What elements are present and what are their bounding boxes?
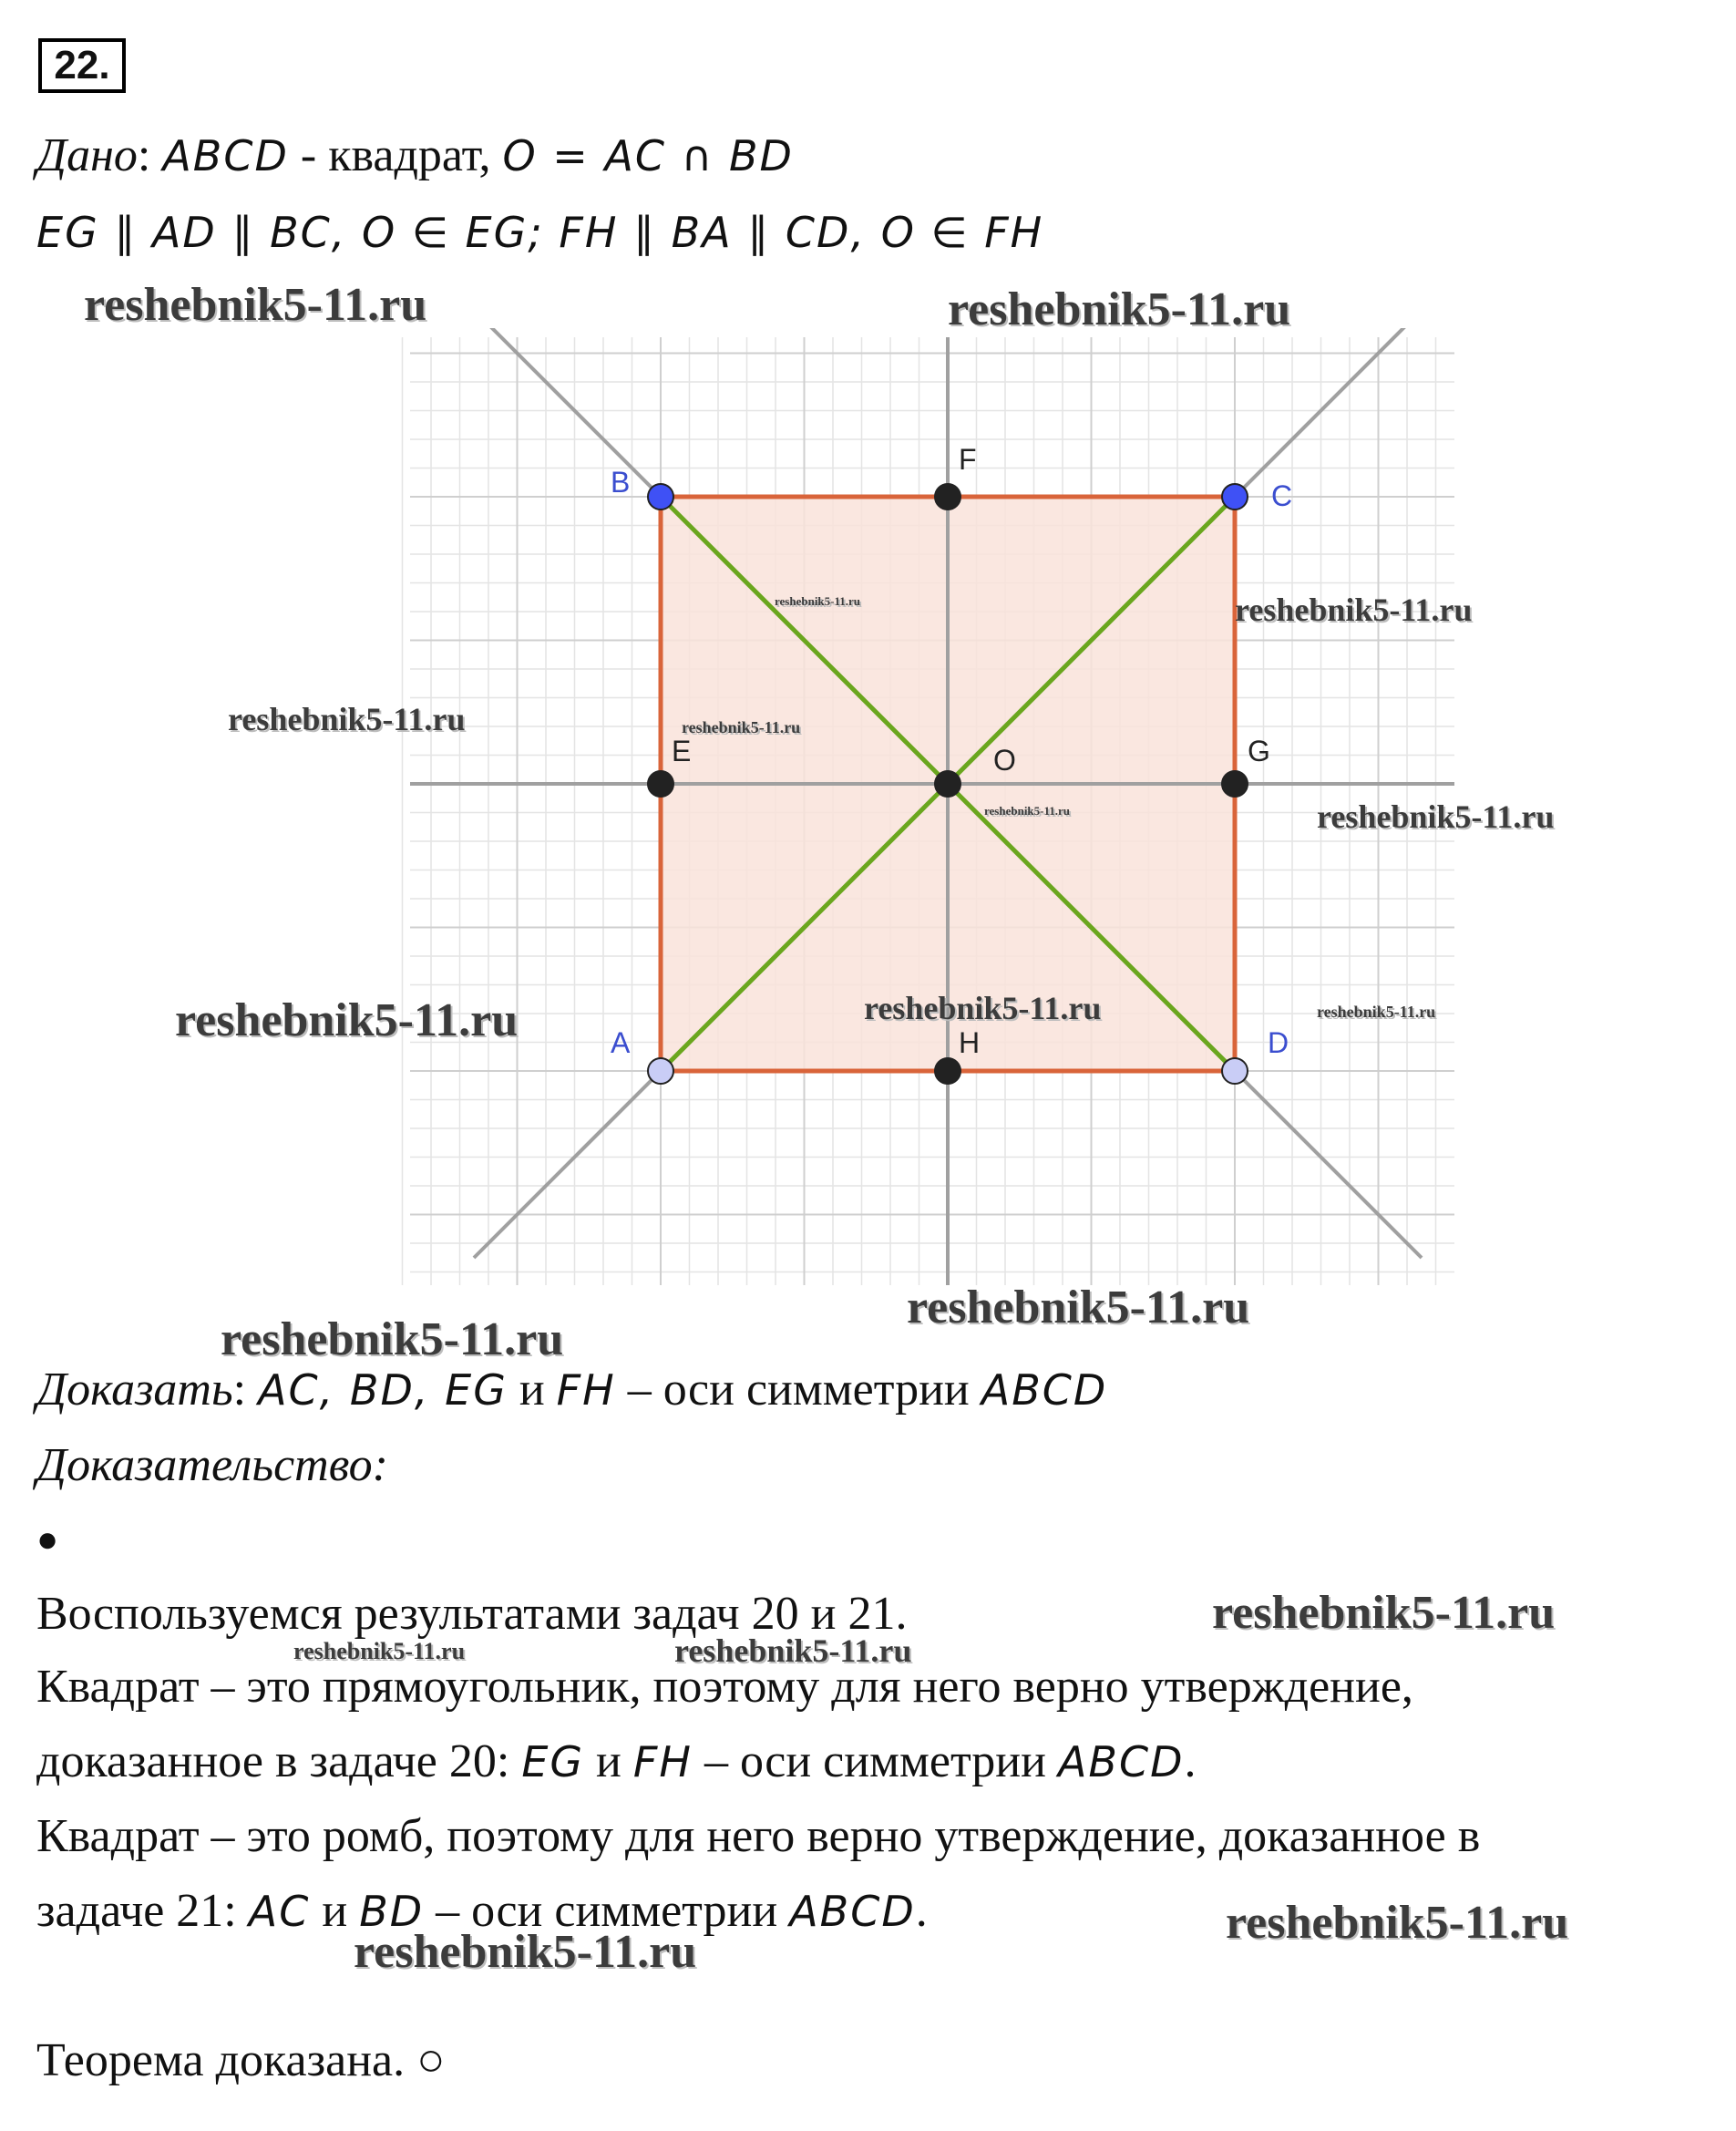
prove-label: Доказать [36,1364,233,1416]
point-g [1222,771,1248,797]
proof-line-5-end: . [915,1885,928,1937]
watermark: reshebnik5-11.ru [221,1313,564,1365]
proof-line-3-and: и [584,1735,633,1787]
watermark: reshebnik5-11.ru [907,1282,1250,1333]
watermark: reshebnik5-11.ru [293,1638,466,1664]
watermark: reshebnik5-11.ru [864,990,1102,1026]
watermark: reshebnik5-11.ru [682,718,801,736]
proof-line-2: Квадрат – это прямоугольник, поэтому для него верно утверждение, [36,1661,1413,1713]
proof-line-3-abcd: ABCD [1057,1737,1185,1786]
proof-line-5-text2: – оси симметрии [424,1885,790,1937]
point-label-h: H [959,1026,981,1059]
prove-text: – оси симметрии [615,1364,981,1416]
proof-line-3-eg: EG [521,1737,585,1786]
proof-conclusion: Теорема доказана. ○ [36,2034,446,2086]
watermark: reshebnik5-11.ru [948,283,1291,335]
point-label-b: B [611,466,631,499]
proof-line-5-abcd: ABCD [789,1887,916,1936]
watermark: reshebnik5-11.ru [1317,798,1555,835]
proof-line-3-end: . [1184,1735,1197,1787]
watermark: reshebnik5-11.ru [1226,1897,1569,1949]
point-o [935,771,960,797]
prove-and: и [507,1364,557,1416]
prove-line: Доказать: AC, BD, EG и FH – оси симметрии ABCD [36,1364,1108,1416]
prove-square: ABCD [981,1365,1108,1415]
proof-line-4: Квадрат – это ромб, поэтому для него верно утверждение, доказанное в [36,1810,1481,1862]
given-parallels: EG ∥ AD ∥ BC, O ∈ EG; FH ∥ BA ∥ CD, O ∈ FH [36,208,1044,257]
point-e [648,771,673,797]
point-label-a: A [611,1026,631,1059]
proof-bullet: ● [36,1518,59,1560]
proof-line-3-text2: – оси симметрии [692,1735,1058,1787]
watermark: reshebnik5-11.ru [984,804,1071,818]
proof-line-5-bd: BD [359,1887,425,1936]
given-label: Дано [36,129,138,181]
point-a [648,1058,673,1084]
proof-line-3 [36,1732,1197,1792]
given-square-name: ABCD [162,131,289,180]
given-line-1: Дано: ABCD - квадрат, O = AC ∩ BD [36,129,794,181]
proof-line-3-text: доказанное в задаче 20: [36,1735,522,1787]
given-line-2 [36,202,1043,263]
point-label-f: F [959,443,977,476]
point-label-e: E [672,735,692,767]
watermark: reshebnik5-11.ru [1235,592,1473,628]
given-square-text: - квадрат, [288,129,503,181]
watermark: reshebnik5-11.ru [1212,1587,1556,1639]
watermark: reshebnik5-11.ru [674,1632,912,1669]
point-label-d: D [1268,1026,1289,1059]
proof-line-1: Воспользуемся результатами задач 20 и 21. [36,1588,908,1640]
proof-line-5-text: задаче 21: [36,1885,249,1937]
given-intersection: O = AC ∩ BD [502,131,794,180]
watermark: reshebnik5-11.ru [354,1926,697,1978]
point-label-g: G [1248,735,1270,767]
point-label-o: O [993,744,1016,777]
proof-line-5-and: и [310,1885,360,1937]
point-c [1222,484,1248,510]
geometry-figure [401,328,1476,1294]
prove-lines-a: AC, BD, EG [258,1365,508,1415]
watermark: reshebnik5-11.ru [1317,1003,1436,1021]
point-f [935,484,960,510]
point-d [1222,1058,1248,1084]
proof-line-5-ac: AC [248,1887,311,1936]
watermark: reshebnik5-11.ru [775,594,861,608]
watermark: reshebnik5-11.ru [175,994,519,1046]
prove-lines-b: FH [556,1365,616,1415]
problem-number: 22. [38,38,126,93]
watermark: reshebnik5-11.ru [84,279,427,331]
point-b [648,484,673,510]
watermark: reshebnik5-11.ru [228,701,466,737]
point-h [935,1058,960,1084]
proof-line-3-fh: FH [632,1737,693,1786]
point-label-c: C [1271,479,1293,512]
proof-label: Доказательство: [36,1439,388,1491]
